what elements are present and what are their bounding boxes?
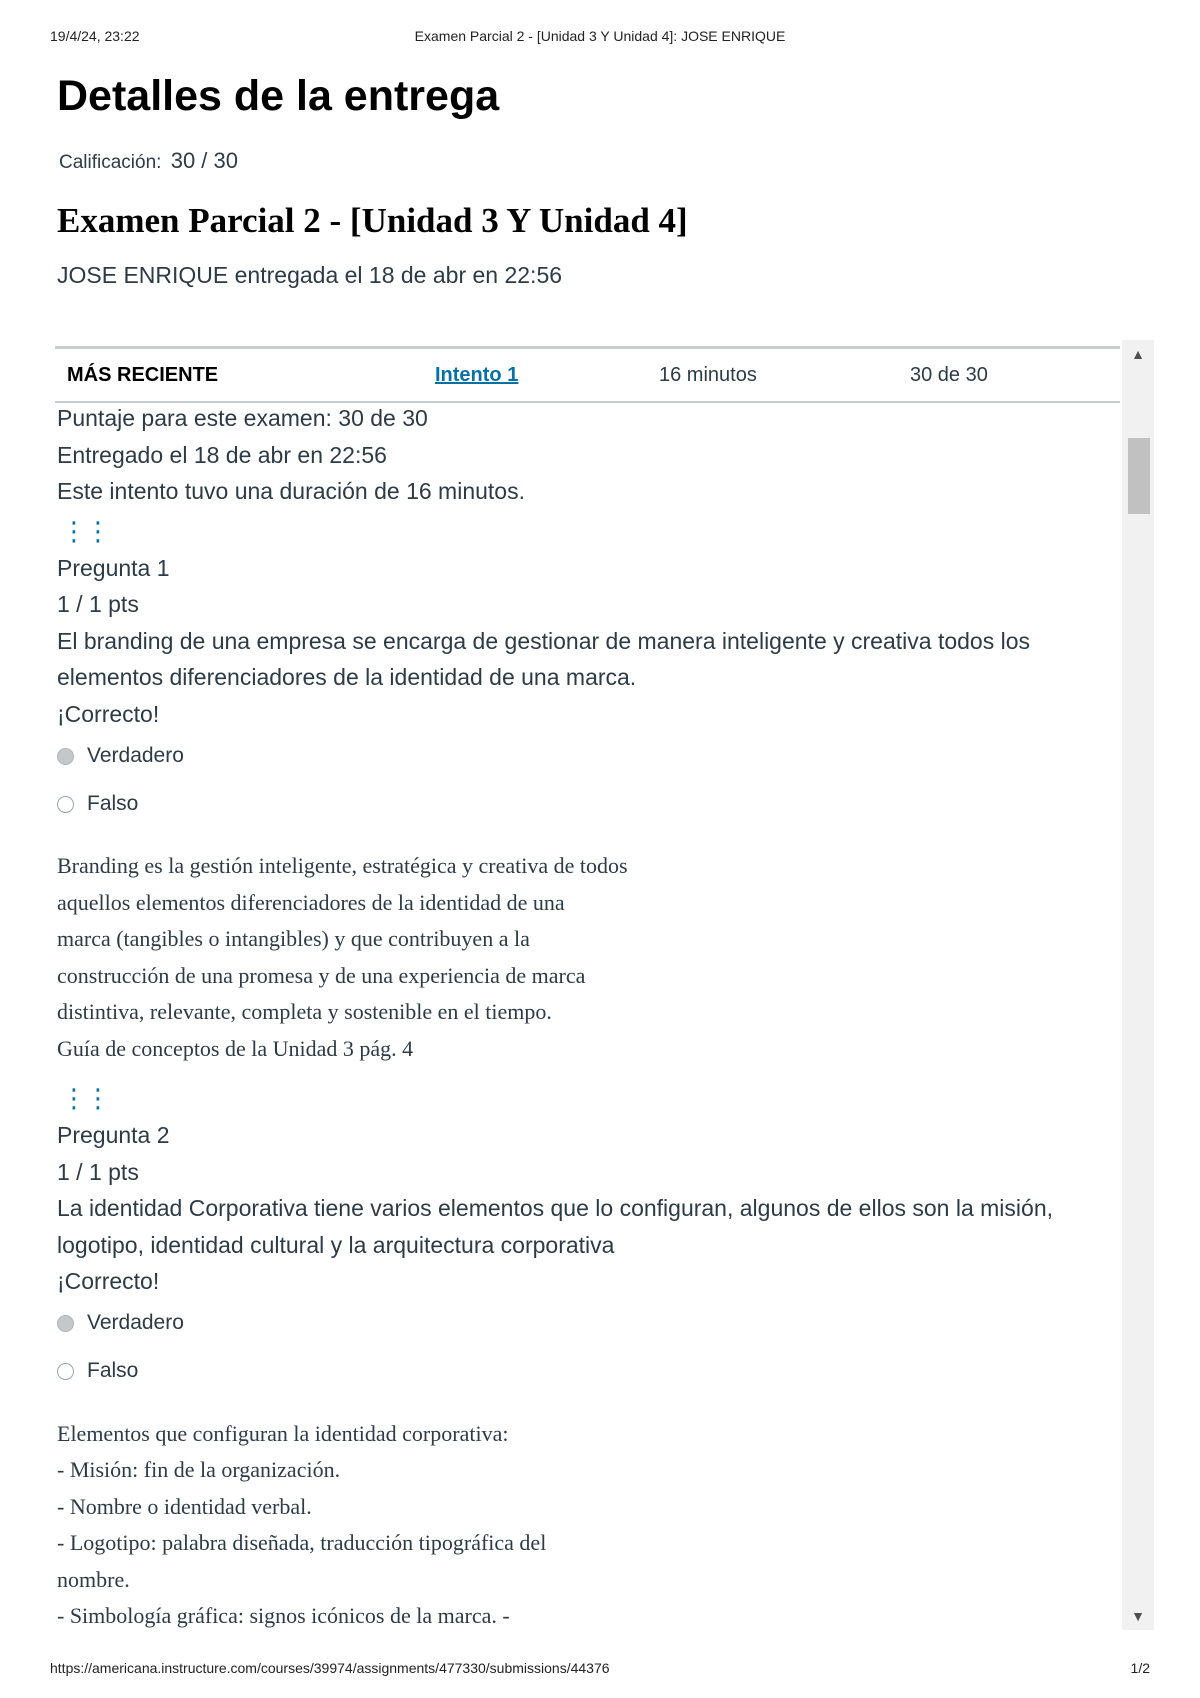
summary-score: Puntaje para este examen: 30 de 30 <box>57 405 428 431</box>
explanation-line: - Simbología gráfica: signos icónicos de la marca. - <box>57 1603 510 1628</box>
explanation-line: Elementos que configuran la identidad corporativa: <box>57 1420 509 1446</box>
question-result: ¡Correcto! <box>57 1268 160 1294</box>
answer-option[interactable] <box>57 732 1117 780</box>
explanation-line: distintiva, relevante, completa y sostenible en el tiempo. <box>57 999 552 1024</box>
drag-handle-icon[interactable]: ⋮⋮ <box>61 515 109 546</box>
attempt-score: 30 de 30 <box>910 364 988 386</box>
question-title: Pregunta 1 <box>57 554 170 581</box>
answer-option[interactable] <box>57 1348 1117 1396</box>
radio-selected-icon[interactable] <box>57 1315 74 1332</box>
print-header <box>50 28 1150 48</box>
answer-label: Verdadero <box>87 743 184 767</box>
answer-label: Verdadero <box>87 1311 184 1335</box>
radio-unselected-icon[interactable] <box>57 796 74 813</box>
attempt-row-label: MÁS RECIENTE <box>67 364 219 386</box>
explanation-line: - Nombre o identidad verbal. <box>57 1493 312 1519</box>
explanation-line: - Logotipo: palabra diseñada, traducción tipográfica del <box>57 1530 547 1555</box>
radio-unselected-icon[interactable] <box>57 1363 74 1380</box>
scroll-up-icon[interactable]: ▲ <box>1131 346 1145 362</box>
print-footer <box>50 1660 1150 1680</box>
question-points: 1 / 1 pts <box>57 591 139 617</box>
question-title: Pregunta 2 <box>57 1122 170 1148</box>
answer-label: Falso <box>87 791 139 815</box>
grade-line <box>59 148 238 174</box>
question-2 <box>57 1079 1117 1630</box>
quiz-title: Examen Parcial 2 - [Unidad 3 Y Unidad 4] <box>57 201 688 240</box>
explanation-line: nombre. <box>57 1566 130 1592</box>
scroll-thumb[interactable] <box>1128 438 1150 514</box>
print-document-title: Examen Parcial 2 - [Unidad 3 Y Unidad 4]: JOSE ENRIQUE <box>414 28 786 44</box>
question-text-line: El branding de una empresa se encarga de gestionar de manera inteligente y creativa todos los <box>57 627 1030 654</box>
print-page-number: 1/2 <box>1130 1660 1150 1676</box>
scroll-down-icon[interactable]: ▼ <box>1131 1608 1145 1624</box>
answer-option[interactable] <box>57 780 1117 828</box>
answer-label: Falso <box>87 1359 139 1383</box>
attempt-duration: 16 minutos <box>659 364 757 386</box>
explanation-line: Guía de conceptos de la Unidad 3 pág. 4 <box>57 1035 414 1061</box>
explanation-line: Branding es la gestión inteligente, estratégica y creativa de todos <box>57 853 628 878</box>
explanation-line: construcción de una promesa y de una experiencia de marca <box>57 962 586 988</box>
explanation-line: marca (tangibles o intangibles) y que contribuyen a la <box>57 926 530 951</box>
print-url: https://americana.instructure.com/courses/39974/assignments/477330/submissions/44376 <box>50 1660 610 1676</box>
question-text-line: La identidad Corporativa tiene varios elementos que lo configuran, algunos de ellos son la misión, <box>57 1195 1053 1221</box>
grade-value: 30 / 30 <box>170 148 238 173</box>
vertical-scrollbar[interactable] <box>1122 340 1154 1630</box>
print-datetime: 19/4/24, 23:22 <box>50 28 140 44</box>
page-title: Detalles de la entrega <box>57 72 500 120</box>
radio-selected-icon[interactable] <box>57 748 74 765</box>
question-text-line: logotipo, identidad cultural y la arquitectura corporativa <box>57 1231 615 1258</box>
answer-option[interactable] <box>57 1300 1117 1348</box>
answer-explanation <box>57 1416 1117 1631</box>
drag-handle-icon[interactable]: ⋮⋮ <box>61 1083 109 1113</box>
answer-explanation <box>57 848 1117 1067</box>
question-text-line: elementos diferenciadores de la identidad de una marca. <box>57 664 637 690</box>
submission-info: JOSE ENRIQUE entregada el 18 de abr en 22:56 <box>57 262 563 288</box>
submission-content <box>57 400 1117 1630</box>
explanation-line: - Misión: fin de la organización. <box>57 1457 341 1482</box>
grade-label: Calificación: <box>59 152 162 173</box>
attempt-link[interactable]: Intento 1 <box>435 364 519 386</box>
summary-submitted: Entregado el 18 de abr en 22:56 <box>57 441 387 468</box>
question-points: 1 / 1 pts <box>57 1158 139 1185</box>
question-1 <box>57 512 1117 1068</box>
question-result: ¡Correcto! <box>57 700 160 727</box>
explanation-line: aquellos elementos diferenciadores de la identidad de una <box>57 889 565 915</box>
summary-duration: Este intento tuvo una duración de 16 minutos. <box>57 478 525 504</box>
attempt-table <box>55 346 1120 403</box>
